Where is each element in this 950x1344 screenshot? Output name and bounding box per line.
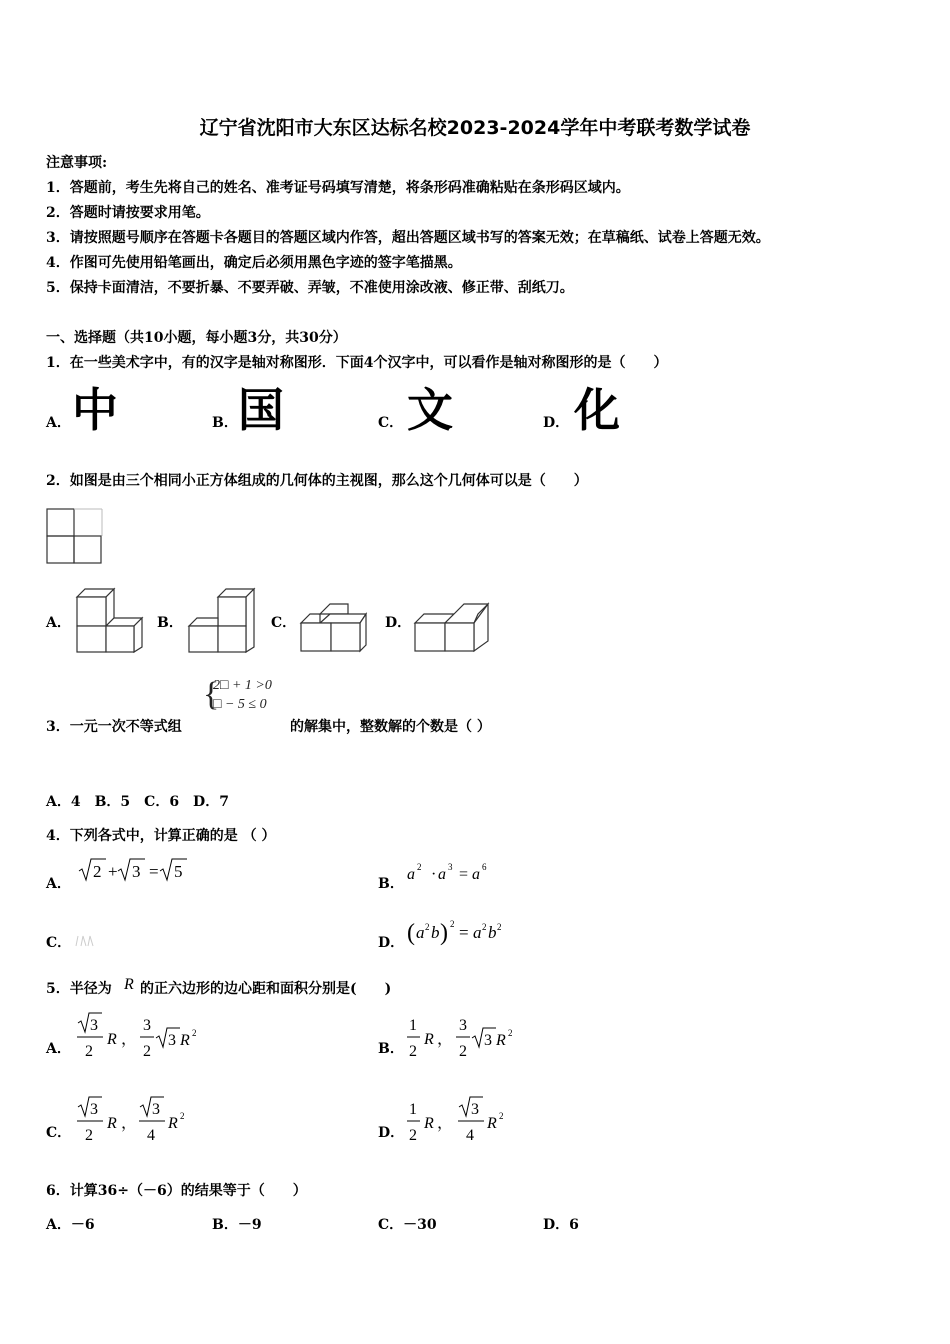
svg-text:2: 2 bbox=[409, 1127, 417, 1144]
option-c-label: C． bbox=[46, 935, 72, 951]
svg-text:3: 3 bbox=[90, 1017, 98, 1034]
option-d-label: D． bbox=[385, 615, 412, 631]
option-a-label: A． bbox=[46, 615, 71, 631]
cube-figure-d bbox=[414, 603, 490, 653]
note-item: 2．答题时请按要求用笔。 bbox=[46, 205, 210, 221]
svg-text:2: 2 bbox=[417, 862, 422, 872]
svg-text:=: = bbox=[459, 923, 469, 942]
svg-text:，: ， bbox=[437, 1031, 454, 1048]
inequality-system: { 2□ + 1 >0 □ − 5 ≤ 0 bbox=[203, 676, 272, 713]
svg-text:(: ( bbox=[407, 920, 415, 946]
svg-text:R: R bbox=[107, 1115, 117, 1132]
svg-text:=: = bbox=[459, 866, 469, 883]
svg-text:R: R bbox=[487, 1115, 497, 1132]
svg-text:2: 2 bbox=[425, 922, 430, 932]
front-view-figure bbox=[46, 508, 104, 566]
question-3-options: A．4 B．5 C．6 D．7 bbox=[46, 794, 229, 810]
svg-text:a: a bbox=[407, 866, 415, 883]
svg-text:1: 1 bbox=[409, 1017, 417, 1034]
question-5-stem-a: 5．半径为 bbox=[46, 981, 112, 997]
q5-option-a-formula bbox=[76, 1010, 206, 1064]
option-c-label: C． bbox=[378, 415, 404, 431]
cube-figure-b bbox=[188, 585, 256, 653]
svg-text:3: 3 bbox=[484, 1032, 492, 1049]
svg-text:·: · bbox=[431, 866, 437, 883]
notes-heading: 注意事项: bbox=[46, 155, 108, 171]
q4-option-c-formula-faded bbox=[74, 934, 98, 948]
note-item: 1．答题前，考生先将自己的姓名、准考证号码填写清楚，将条形码准确粘贴在条形码区域内。 bbox=[46, 180, 630, 196]
svg-text:2: 2 bbox=[459, 1043, 467, 1060]
svg-text:R: R bbox=[168, 1115, 178, 1132]
svg-text:3: 3 bbox=[152, 1101, 160, 1118]
note-item: 3．请按照题号顺序在答题卡各题目的答题区域内作答，超出答题区域书写的答案无效；在草稿纸、试卷上答题无效。 bbox=[46, 230, 770, 246]
option-a: A．－6 bbox=[46, 1217, 95, 1233]
svg-text:2: 2 bbox=[180, 1111, 185, 1121]
option-c-char: 文 bbox=[407, 383, 453, 437]
option-c: C．－30 bbox=[378, 1217, 437, 1233]
option-b-label: B． bbox=[157, 615, 183, 631]
option-a-label: A． bbox=[46, 1041, 71, 1057]
svg-text:3: 3 bbox=[143, 1017, 151, 1034]
svg-text:2: 2 bbox=[85, 1043, 93, 1060]
svg-text:+: + bbox=[108, 862, 118, 881]
svg-text:R: R bbox=[424, 1115, 434, 1132]
svg-text:6: 6 bbox=[482, 862, 487, 872]
section-heading: 一、选择题（共10小题，每小题3分，共30分） bbox=[46, 330, 347, 346]
svg-text:，: ， bbox=[437, 1115, 454, 1132]
svg-text:2: 2 bbox=[482, 922, 487, 932]
inequality-2: □ − 5 ≤ 0 bbox=[213, 697, 267, 712]
svg-text:a: a bbox=[473, 923, 482, 942]
option-d-label: D． bbox=[543, 415, 570, 431]
option-a-char: 中 bbox=[72, 383, 118, 437]
q5-option-b-formula bbox=[406, 1010, 526, 1064]
svg-text:3: 3 bbox=[471, 1101, 479, 1118]
svg-text:4: 4 bbox=[147, 1127, 155, 1144]
svg-text:2: 2 bbox=[192, 1028, 197, 1038]
svg-text:): ) bbox=[440, 920, 448, 946]
question-6-stem: 6．计算36÷（－6）的结果等于（ ） bbox=[46, 1183, 307, 1199]
note-item: 5．保持卡面清洁，不要折暴、不要弄破、弄皱，不准使用涂改液、修正带、刮纸刀。 bbox=[46, 280, 574, 296]
question-1-stem: 1．在一些美术字中，有的汉字是轴对称图形．下面4个汉字中，可以看作是轴对称图形的是（ ） bbox=[46, 355, 668, 371]
svg-text:3: 3 bbox=[168, 1032, 176, 1049]
option-b-label: B． bbox=[212, 415, 238, 431]
svg-text:2: 2 bbox=[499, 1111, 504, 1121]
option-b-label: B． bbox=[378, 1041, 404, 1057]
q4-option-d-formula bbox=[406, 916, 516, 946]
svg-text:2: 2 bbox=[85, 1127, 93, 1144]
svg-text:1: 1 bbox=[409, 1101, 417, 1118]
option-b-char: 国 bbox=[238, 383, 284, 437]
svg-text:3: 3 bbox=[90, 1101, 98, 1118]
option-d-char: 化 bbox=[574, 383, 620, 437]
page-title: 辽宁省沈阳市大东区达标名校2023-2024学年中考联考数学试卷 bbox=[199, 117, 751, 139]
option-b-label: B． bbox=[378, 876, 404, 892]
svg-text:2: 2 bbox=[93, 862, 102, 881]
q4-option-b-formula bbox=[406, 860, 496, 884]
cube-figure-a bbox=[76, 585, 142, 653]
radius-variable: R bbox=[124, 976, 134, 993]
svg-text:3: 3 bbox=[448, 862, 453, 872]
svg-text:3: 3 bbox=[459, 1017, 467, 1034]
svg-text:，: ， bbox=[121, 1115, 138, 1132]
svg-text:2: 2 bbox=[508, 1028, 513, 1038]
svg-text:4: 4 bbox=[466, 1127, 474, 1144]
cube-figure-c bbox=[300, 603, 370, 653]
svg-text:，: ， bbox=[121, 1031, 138, 1048]
svg-text:b: b bbox=[431, 923, 440, 942]
option-a-label: A． bbox=[46, 415, 71, 431]
svg-text:R: R bbox=[496, 1032, 506, 1049]
svg-text:2: 2 bbox=[450, 919, 455, 929]
q4-option-a-formula bbox=[78, 857, 188, 883]
svg-text:2: 2 bbox=[143, 1043, 151, 1060]
svg-text:R: R bbox=[107, 1031, 117, 1048]
q5-option-c-formula bbox=[76, 1094, 196, 1148]
svg-text:R: R bbox=[424, 1031, 434, 1048]
svg-text:b: b bbox=[488, 923, 497, 942]
inequality-1: 2□ + 1 >0 bbox=[213, 678, 272, 693]
svg-text:2: 2 bbox=[409, 1043, 417, 1060]
svg-text:a: a bbox=[472, 866, 480, 883]
svg-text:2: 2 bbox=[497, 922, 502, 932]
svg-text:=: = bbox=[149, 862, 159, 881]
option-c-label: C． bbox=[46, 1125, 72, 1141]
question-2-stem: 2．如图是由三个相同小正方体组成的几何体的主视图，那么这个几何体可以是（ ） bbox=[46, 473, 588, 489]
q5-option-d-formula bbox=[406, 1094, 526, 1148]
option-d-label: D． bbox=[378, 1125, 405, 1141]
svg-text:a: a bbox=[438, 866, 446, 883]
question-4-stem: 4．下列各式中，计算正确的是 （ ） bbox=[46, 828, 276, 844]
option-a-label: A． bbox=[46, 876, 71, 892]
question-5-stem-b: 的正六边形的边心距和面积分别是( ) bbox=[140, 981, 392, 997]
question-3-stem-b: 的解集中，整数解的个数是（ ） bbox=[290, 719, 491, 735]
option-b: B．－9 bbox=[212, 1217, 262, 1233]
svg-text:5: 5 bbox=[174, 862, 183, 881]
svg-text:R: R bbox=[180, 1032, 190, 1049]
option-d-label: D． bbox=[378, 935, 405, 951]
option-d: D．6 bbox=[543, 1217, 579, 1233]
question-3-stem-a: 3．一元一次不等式组 bbox=[46, 719, 182, 735]
option-c-label: C． bbox=[271, 615, 297, 631]
svg-text:3: 3 bbox=[132, 862, 141, 881]
note-item: 4．作图可先使用铅笔画出，确定后必须用黑色字迹的签字笔描黑。 bbox=[46, 255, 462, 271]
svg-text:a: a bbox=[416, 923, 425, 942]
